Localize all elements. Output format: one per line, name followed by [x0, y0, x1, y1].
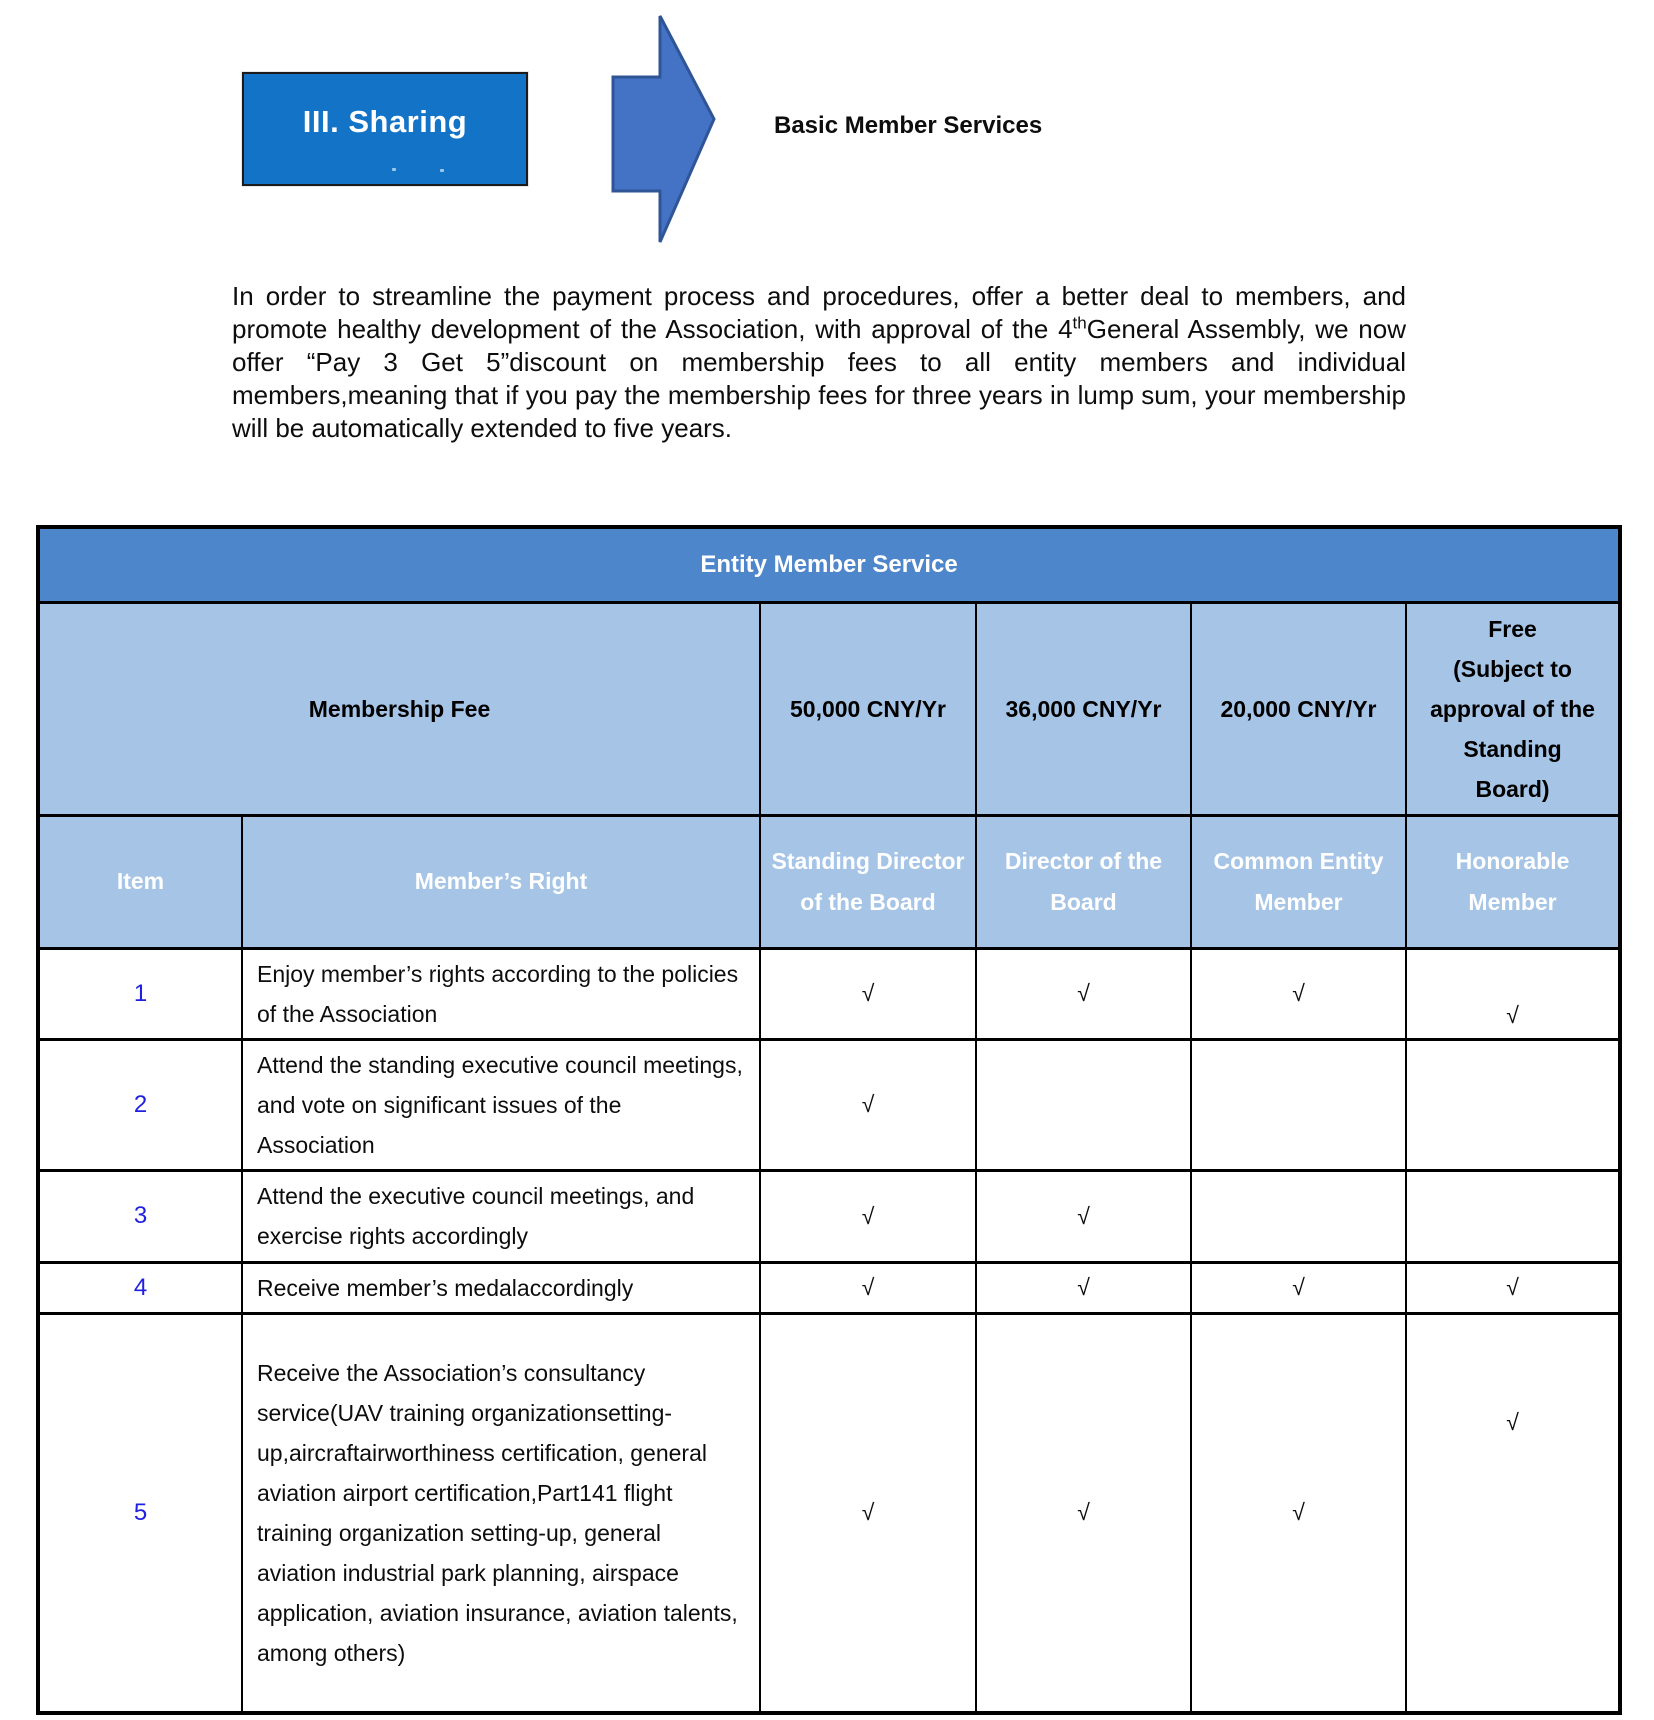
- col-header-common-entity: Common Entity Member: [1191, 815, 1406, 948]
- check-mark: √: [1506, 1002, 1519, 1028]
- row-member-right: Attend the executive council meetings, and exercise rights accordingly: [242, 1170, 760, 1262]
- row-member-right: Enjoy member’s rights according to the policies of the Association: [242, 948, 760, 1039]
- table-row: [38, 948, 1620, 1039]
- intro-text-start: In order to streamline the payment process and procedures, offer a better deal to members, and promote healthy development of the Association, with approval of the 4: [232, 281, 1406, 344]
- banner-speck: [392, 168, 396, 171]
- right-arrow-icon: [610, 12, 720, 246]
- fee-free-note: (Subject to approval of the Standing Board): [1430, 655, 1595, 802]
- check-mark: √: [861, 1499, 875, 1526]
- intro-paragraph: [232, 280, 1406, 445]
- row-member-right: Attend the standing executive council meetings, and vote on significant issues of the Association: [242, 1039, 760, 1170]
- check-mark: √: [861, 1274, 875, 1300]
- check-mark: √: [1506, 1274, 1519, 1300]
- check-cell: [1191, 948, 1406, 1039]
- fee-honorable: [1406, 602, 1620, 815]
- column-header-row: [38, 815, 1620, 948]
- check-mark: √: [1077, 1499, 1090, 1526]
- check-cell: [760, 948, 976, 1039]
- check-cell: [1406, 948, 1620, 1039]
- check-cell: [760, 1262, 976, 1313]
- check-mark: √: [1292, 1274, 1305, 1300]
- banner-speck: [440, 169, 444, 172]
- row-item-number: 3: [38, 1170, 242, 1262]
- table-row: [38, 1170, 1620, 1262]
- check-mark: √: [1077, 1274, 1090, 1300]
- check-cell: [1406, 1313, 1620, 1713]
- check-mark: √: [1506, 1409, 1519, 1436]
- check-cell: [1191, 1313, 1406, 1713]
- check-cell: [1191, 1039, 1406, 1170]
- row-item-number: 2: [38, 1039, 242, 1170]
- ordinal-superscript: th: [1072, 313, 1087, 333]
- check-cell: [760, 1170, 976, 1262]
- row-member-right: Receive member’s medalaccordingly: [242, 1262, 760, 1313]
- table-title: Entity Member Service: [38, 527, 1620, 602]
- table-title-row: [38, 527, 1620, 602]
- check-mark: √: [1077, 1202, 1090, 1229]
- check-mark: √: [1292, 980, 1305, 1006]
- row-member-right: Receive the Association’s consultancy service(UAV training organizationsetting-up,aircraftairworthiness certification, general aviation airport certification,Part141 flight training organization setting-up, general aviation industrial park planning, airspace application, aviation insurance, aviation talents, among others): [242, 1313, 760, 1713]
- check-mark: √: [1292, 1499, 1305, 1526]
- check-cell: [1406, 1170, 1620, 1262]
- row-item-number: 4: [38, 1262, 242, 1313]
- check-cell: [1191, 1262, 1406, 1313]
- section-banner: [242, 72, 528, 186]
- entity-member-service-table: [36, 525, 1618, 1715]
- check-cell: [1406, 1262, 1620, 1313]
- check-mark: √: [861, 1202, 875, 1229]
- table-row: [38, 1039, 1620, 1170]
- check-cell: [976, 948, 1191, 1039]
- check-mark: √: [861, 1091, 875, 1117]
- section-title: III. Sharing: [302, 104, 468, 139]
- check-cell: [976, 1313, 1191, 1713]
- check-mark: √: [861, 980, 875, 1006]
- check-cell: [976, 1262, 1191, 1313]
- check-mark: √: [1077, 980, 1090, 1006]
- membership-fee-label: Membership Fee: [38, 602, 760, 815]
- check-cell: [976, 1170, 1191, 1262]
- check-cell: [976, 1039, 1191, 1170]
- banner-subtitle: Basic Member Services: [774, 112, 1043, 139]
- row-item-number: 5: [38, 1313, 242, 1713]
- table-row: [38, 1262, 1620, 1313]
- membership-fee-row: [38, 602, 1620, 815]
- intro-text-end: General Assembly, we now offer “Pay 3 Get 5”discount on membership fees to all entity members and individual members,meaning that if you pay the membership fees for three years in lump sum, your membership will be automatically extended to five years.: [232, 314, 1406, 443]
- fee-free-title: Free: [1488, 615, 1537, 642]
- check-cell: [760, 1039, 976, 1170]
- col-header-members-right: Member’s Right: [242, 815, 760, 948]
- table-row: [38, 1313, 1620, 1713]
- col-header-standing-director: Standing Director of the Board: [760, 815, 976, 948]
- fee-director: 36,000 CNY/Yr: [976, 602, 1191, 815]
- col-header-honorable: Honorable Member: [1406, 815, 1620, 948]
- fee-common-entity: 20,000 CNY/Yr: [1191, 602, 1406, 815]
- check-cell: [760, 1313, 976, 1713]
- fee-standing-director: 50,000 CNY/Yr: [760, 602, 976, 815]
- col-header-item: Item: [38, 815, 242, 948]
- row-item-number: 1: [38, 948, 242, 1039]
- check-cell: [1191, 1170, 1406, 1262]
- col-header-director: Director of the Board: [976, 815, 1191, 948]
- check-cell: [1406, 1039, 1620, 1170]
